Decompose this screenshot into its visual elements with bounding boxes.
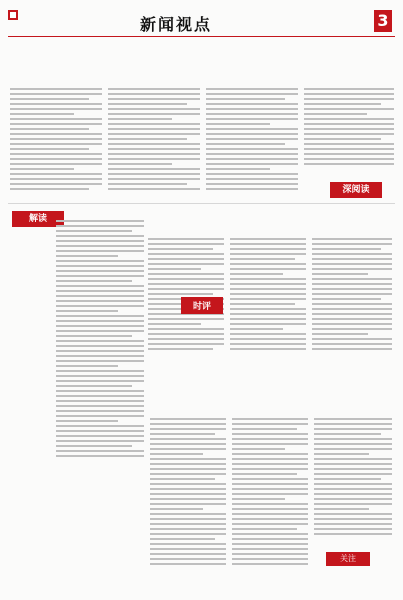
page-header <box>8 8 395 36</box>
edition-block <box>306 10 392 32</box>
top-story-body-col-2 <box>108 88 200 196</box>
campaign-story-body-col-1 <box>150 418 226 572</box>
top-story-headline <box>28 58 374 80</box>
campaign-story-body-col-2 <box>232 418 308 572</box>
interpretation-body-col-1 <box>56 220 144 560</box>
issue-meta <box>8 10 106 20</box>
commentary-label: 时评 <box>181 297 223 314</box>
top-story-body-col-3 <box>206 88 298 196</box>
newspaper-logo-icon <box>8 10 18 20</box>
page-number-badge: 3 <box>374 10 392 32</box>
edition-name <box>306 10 372 32</box>
focus-label: 关注 <box>326 552 370 566</box>
commentary-body-col-3 <box>312 238 392 356</box>
section-divider <box>8 203 395 204</box>
top-story-body-col-4 <box>304 88 394 170</box>
interpretation-label: 解读 <box>12 211 64 227</box>
deep-read-label: 深阅读 <box>330 182 382 198</box>
interpretation-column-title <box>14 230 52 530</box>
campaign-story-body-col-3 <box>314 418 392 544</box>
section-title: 新闻视点 <box>140 15 213 34</box>
header-rule <box>8 36 395 37</box>
top-story-body-col-1 <box>10 88 102 196</box>
commentary-label-wrap <box>142 294 262 310</box>
